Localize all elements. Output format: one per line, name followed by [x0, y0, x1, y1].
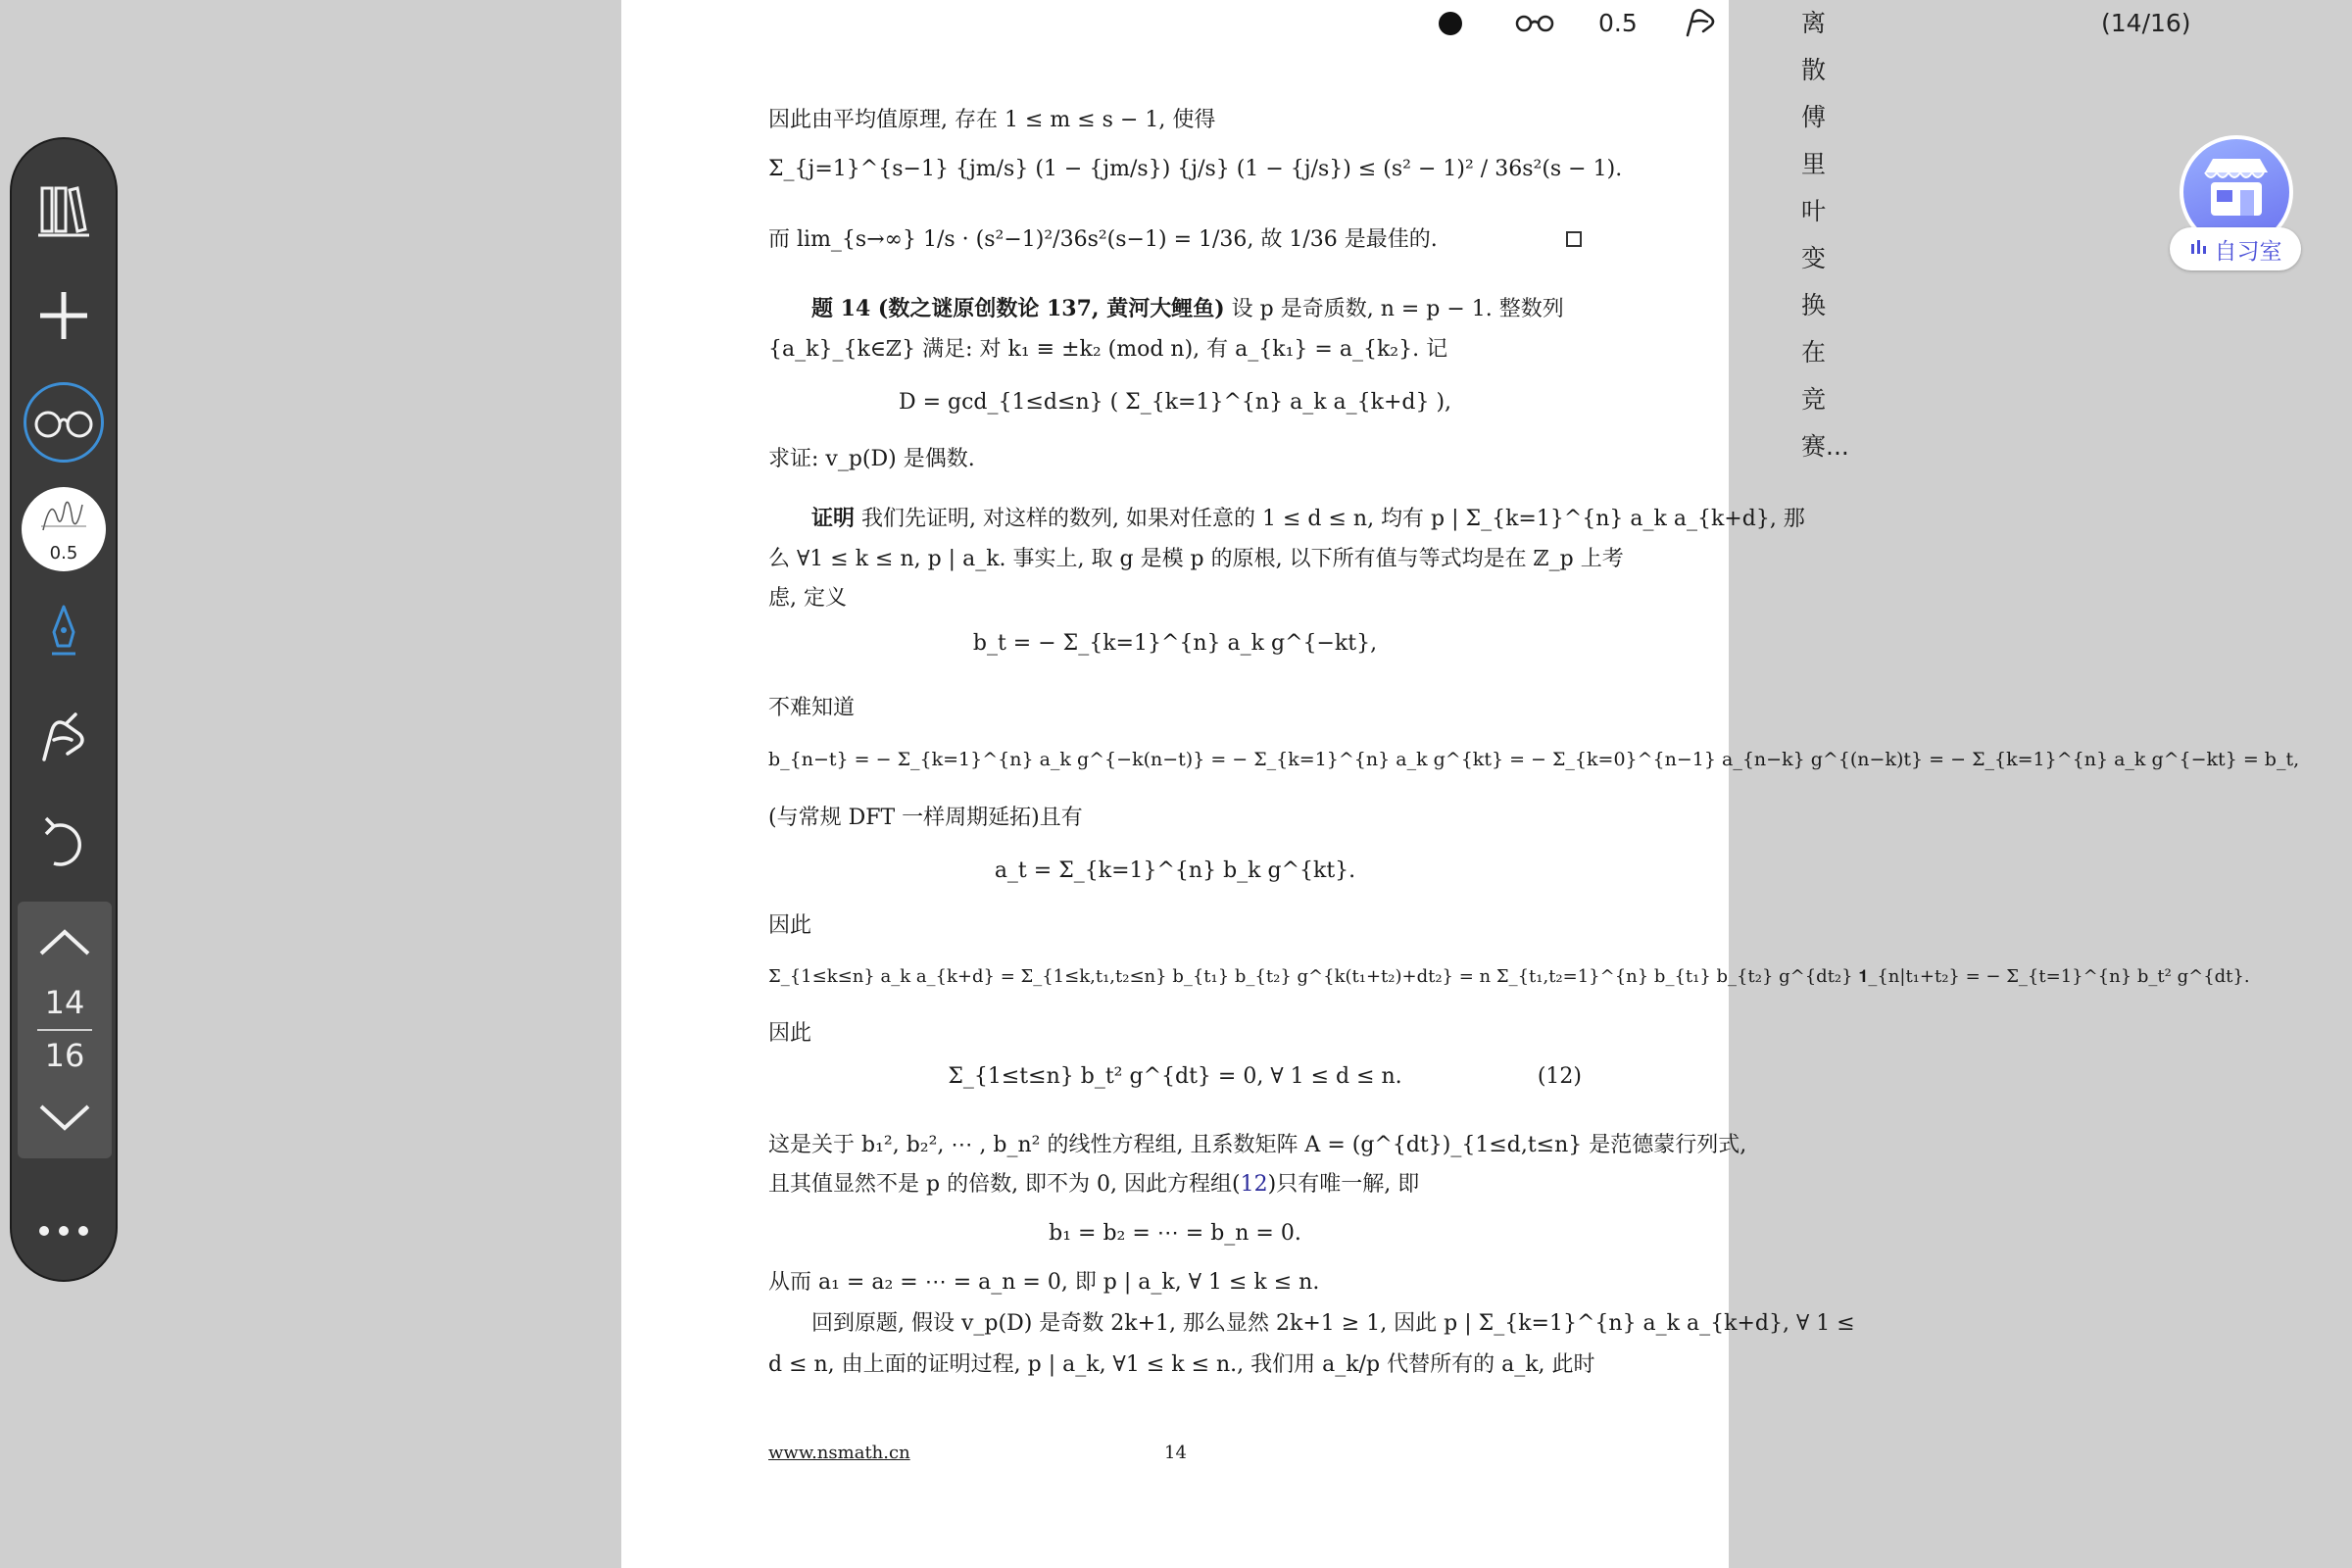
proof-label: 证明 [811, 506, 856, 531]
text-line: 因此 [768, 913, 812, 938]
footer-page-number: 14 [1164, 1443, 1187, 1463]
pen-thickness-label: 0.5 [49, 543, 78, 564]
library-icon[interactable] [12, 171, 116, 249]
text-line: (与常规 DFT 一样周期延拓)且有 [768, 806, 1083, 830]
math-display: D = gcd_{1≤d≤n} ( Σ_{k=1}^{n} a_k a_{k+d} ), [898, 390, 1452, 415]
text-line [768, 1172, 1582, 1198]
current-page-number: 14 [44, 984, 85, 1021]
text-span: 且其值显然不是 p 的倍数, 即不为 0, 因此方程组( [768, 1172, 1241, 1197]
equation: Σ_{1≤t≤n} b_t² g^{dt} = 0, ∀ 1 ≤ d ≤ n. [948, 1064, 1402, 1089]
text-line: d ≤ n, 由上面的证明过程, p | a_k, ∀1 ≤ k ≤ n., 我们用 a_k/p 代替所有的 a_k, 此时 [768, 1352, 1595, 1377]
text-line: 因此 [768, 1021, 812, 1046]
text-line: 回到原题, 假设 v_p(D) 是奇数 2k+1, 那么显然 2k+1 ≥ 1, 因此 p | Σ_{k=1}^{n} a_k a_{k+d}, ∀ 1 ≤ [811, 1311, 1855, 1336]
study-room-button[interactable] [2170, 135, 2301, 276]
math-display: Σ_{j=1}^{s−1} {jm/s} (1 − {jm/s}) {j/s} (1 − {j/s}) ≤ (s² − 1)² / 36s²(s − 1). [768, 157, 1623, 181]
math-display: b_t = − Σ_{k=1}^{n} a_k g^{−kt}, [972, 631, 1378, 656]
problem-heading [811, 296, 1625, 322]
equation-number: (12) [1537, 1064, 1582, 1089]
study-room-pill [2170, 227, 2301, 270]
footer-url[interactable]: www.nsmath.cn [768, 1443, 910, 1463]
text-line: 这是关于 b₁², b₂², ⋯ , b_n² 的线性方程组, 且系数矩阵 A = (g^{dt})_{1≤d,t≤n} 是范德蒙行列式, [768, 1133, 1747, 1157]
math-display: b_{n−t} = − Σ_{k=1}^{n} a_k g^{−k(n−t)} = − Σ_{k=1}^{n} a_k g^{kt} = − Σ_{k=0}^{n−1} a_{n−k} g^{(n−k)t} = − Σ_{k=1}^{n} a_k g^{−kt} = b_t, [768, 749, 2300, 770]
chevron-down-icon[interactable] [18, 1088, 112, 1147]
bar-chart-icon [2189, 236, 2209, 262]
signature-preview [22, 487, 106, 571]
chevron-up-icon[interactable] [18, 913, 112, 972]
text-line: {a_k}_{k∈ℤ} 满足: 对 k₁ ≡ ±k₂ (mod n), 有 a_{k₁} = a_{k₂}. 记 [768, 337, 1448, 362]
text-span: )只有唯一解, 即 [1267, 1172, 1420, 1197]
math-display [768, 1064, 1582, 1090]
hand-gesture-icon[interactable] [12, 700, 116, 772]
page-navigator [18, 902, 112, 1158]
add-icon[interactable] [12, 274, 116, 357]
total-page-number: 16 [44, 1037, 85, 1074]
proof-start [811, 506, 1805, 532]
text-line [768, 227, 1582, 253]
text-span: 设 p 是奇质数, n = p − 1. 整数列 [1224, 297, 1564, 321]
left-toolbar [10, 137, 118, 1282]
pen-color-dot[interactable] [1439, 12, 1462, 35]
document-title: 离散傅里叶变换在竞赛... [1801, 9, 1849, 461]
pen-thickness-button[interactable] [12, 484, 116, 574]
text-line: 虑, 定义 [768, 586, 847, 611]
text-line: 求证: v_p(D) 是偶数. [768, 447, 975, 471]
pen-tool-icon[interactable] [12, 598, 116, 666]
page-indicator: (14/16) [2101, 9, 2191, 37]
qed-square [1566, 231, 1582, 247]
text-line: 从而 a₁ = a₂ = ⋯ = a_n = 0, 即 p | a_k, ∀ 1 ≤ k ≤ n. [768, 1270, 1320, 1295]
more-options-icon[interactable] [12, 1205, 116, 1256]
pen-thickness-value: 0.5 [1598, 9, 1638, 37]
reading-mode-button[interactable] [12, 380, 116, 465]
text-line: 么 ∀1 ≤ k ≤ n, p | a_k. 事实上, 取 g 是模 p 的原根, 以下所有值与等式均是在 ℤ_p 上考 [768, 547, 1624, 571]
study-room-label: 自习室 [2214, 238, 2282, 265]
glasses-icon [24, 382, 104, 463]
math-display: Σ_{1≤k≤n} a_k a_{k+d} = Σ_{1≤k,t₁,t₂≤n} b_{t₁} b_{t₂} g^{k(t₁+t₂)+dt₂} = n Σ_{t₁,t₂=1}^{n} b_{t₁} b_{t₂} g^{dt₂} 𝟏_{n|t₁+t₂} = − Σ_{t=1}^{n} b_t² g^{dt}. [768, 966, 2250, 987]
math-display: b₁ = b₂ = ⋯ = b_n = 0. [1049, 1221, 1301, 1246]
page-divider [37, 1029, 92, 1031]
text-line: 因此由平均值原理, 存在 1 ≤ m ≤ s − 1, 使得 [768, 108, 1216, 132]
math-display: a_t = Σ_{k=1}^{n} b_k g^{kt}. [994, 858, 1356, 883]
text-line: 不难知道 [768, 696, 856, 720]
equation-reference-link[interactable]: 12 [1240, 1172, 1268, 1197]
gesture-icon[interactable] [1682, 0, 1721, 47]
text-span: 我们先证明, 对这样的数列, 如果对任意的 1 ≤ d ≤ n, 均有 p | Σ_{k=1}^{n} a_k a_{k+d}, 那 [855, 507, 1805, 531]
undo-icon[interactable] [12, 806, 116, 878]
problem-title: 题 14 (数之谜原创数论 137, 黄河大鲤鱼) [811, 296, 1225, 321]
text-span: 而 lim_{s→∞} 1/s · (s²−1)²/36s²(s−1) = 1/36, 故 1/36 是最佳的. [768, 227, 1438, 252]
glasses-icon[interactable] [1513, 0, 1556, 47]
